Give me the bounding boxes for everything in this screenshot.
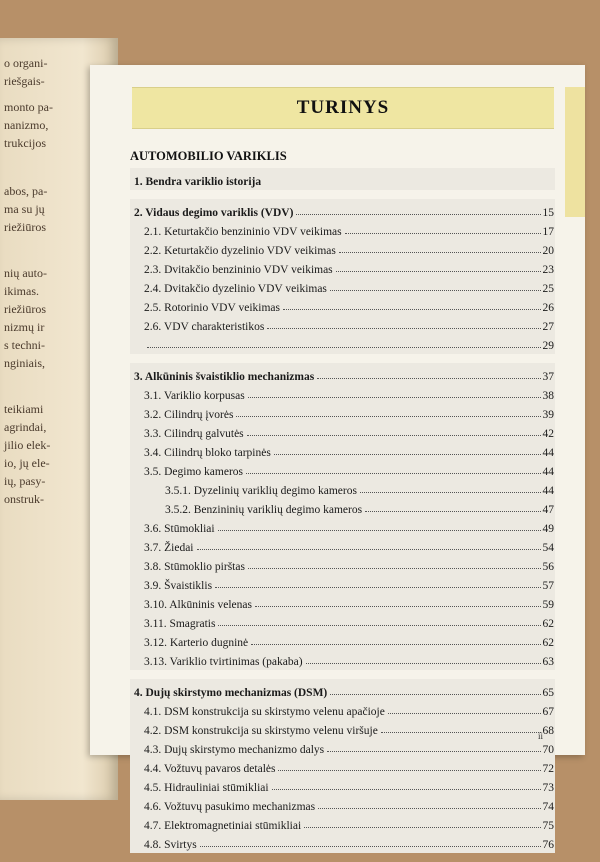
page-number: ii — [537, 731, 543, 741]
left-text: onstruk- — [4, 492, 44, 506]
dot-leader — [327, 751, 540, 752]
dot-leader — [330, 694, 540, 695]
toc-entry-label: 1. Bendra variklio istorija — [134, 176, 262, 188]
toc-entry — [130, 276, 555, 295]
toc-entry-label: 3.7. Žiedai — [144, 542, 194, 554]
dot-leader — [330, 290, 541, 291]
toc-page-number: 70 — [542, 744, 554, 756]
dot-leader — [215, 587, 540, 588]
dot-leader — [306, 663, 541, 664]
toc-entry-label: 3.2. Cilindrų įvorės — [144, 409, 234, 421]
toc-section-3 — [130, 363, 555, 670]
toc-entry-label: 3.8. Stūmoklio pirštas — [144, 561, 245, 573]
toc-entry — [130, 680, 555, 699]
toc-entry — [130, 592, 555, 611]
dot-leader — [248, 397, 541, 398]
toc-entry-label: 3.13. Variklio tvirtinimas (pakaba) — [144, 656, 303, 668]
page-title: TURINYS — [296, 97, 390, 118]
toc-page-number: 75 — [542, 820, 554, 832]
toc-entry — [130, 257, 555, 276]
left-text: nių auto- — [4, 266, 47, 280]
toc-page-number: 25 — [542, 283, 554, 295]
toc-entry — [130, 756, 555, 775]
toc-entry — [130, 649, 555, 668]
toc-entry-label: 3. Alkūninis švaistiklio mechanizmas — [134, 371, 315, 383]
toc-page-number: 62 — [542, 637, 554, 649]
dot-leader — [360, 492, 541, 493]
toc-page — [90, 65, 585, 851]
toc-entry — [130, 295, 555, 314]
chapter-tab — [565, 87, 585, 217]
toc-page-number: 63 — [542, 656, 554, 668]
left-text: o organi- — [4, 56, 48, 70]
toc-entry — [130, 459, 555, 478]
toc-entry — [130, 630, 555, 649]
left-text: abos, pa- — [4, 184, 48, 198]
toc-entry-label: 3.12. Karterio dugninė — [144, 637, 249, 649]
toc-page-number: 39 — [542, 409, 554, 421]
toc-entry-label: 4.3. Dujų skirstymo mechanizmo dalys — [144, 744, 325, 756]
section-heading: AUTOMOBILIO VARIKLIS — [130, 149, 287, 163]
toc-section-4 — [130, 679, 555, 853]
dot-leader — [278, 770, 540, 771]
toc-page-number: 42 — [542, 428, 554, 440]
dot-leader — [388, 713, 541, 714]
dot-leader — [251, 644, 540, 645]
toc-entry-label: 2. Vidaus degimo variklis (VDV) — [134, 207, 294, 219]
left-text: riežiūros — [4, 302, 46, 316]
toc-entry — [130, 699, 555, 718]
toc-entry — [130, 535, 555, 554]
toc-entry — [130, 611, 555, 630]
toc-entry — [130, 383, 555, 402]
toc-page-number: 44 — [542, 485, 554, 497]
dot-leader — [147, 347, 541, 348]
toc-entry-label: 4.7. Elektromagnetiniai stūmikliai — [144, 820, 302, 832]
toc-entry — [130, 440, 555, 459]
dot-leader — [197, 549, 541, 550]
toc-page-number: 73 — [542, 782, 554, 794]
toc-entry — [130, 238, 555, 257]
left-text: s techni- — [4, 338, 45, 352]
toc-entry — [130, 200, 555, 219]
dot-leader — [236, 416, 540, 417]
toc-entry-label: 4.6. Vožtuvų pasukimo mechanizmas — [144, 801, 316, 813]
toc-entry-label: 2.4. Dvitakčio dyzelinio VDV veikimas — [144, 283, 327, 295]
toc-page-number: 74 — [542, 801, 554, 813]
dot-leader — [318, 808, 540, 809]
toc-entry-label: 4. Dujų skirstymo mechanizmas (DSM) — [134, 687, 328, 699]
toc-entry-label: 3.5. Degimo kameros — [144, 466, 244, 478]
toc-entry — [130, 314, 555, 333]
toc-page-number: 26 — [542, 302, 554, 314]
left-text: nanizmo, — [4, 118, 49, 132]
toc-entry — [130, 219, 555, 238]
toc-entry-label: 4.5. Hidrauliniai stūmikliai — [144, 782, 269, 794]
toc-entry-label: 2.6. VDV charakteristikos — [144, 321, 265, 333]
toc-entry-label: 4.4. Vožtuvų pavaros detalės — [144, 763, 276, 775]
left-text: io, jų ele- — [4, 456, 50, 470]
toc-entry-label: 2.5. Rotorinio VDV veikimas — [144, 302, 280, 314]
toc-entry — [130, 478, 555, 497]
dot-leader — [274, 454, 541, 455]
toc-entry — [130, 402, 555, 421]
toc-page-number: 59 — [542, 599, 554, 611]
toc-page-number: 44 — [542, 466, 554, 478]
toc-entry-label: 3.5.2. Benzininių variklių degimo kameros — [165, 504, 363, 516]
toc-entry — [130, 718, 555, 737]
toc-page-number: 72 — [542, 763, 554, 775]
toc-entry — [130, 497, 555, 516]
toc-entry-label: 4.1. DSM konstrukcija su skirstymo velenu apačioje — [144, 706, 385, 718]
toc-entry — [130, 573, 555, 592]
dot-leader — [272, 789, 541, 790]
toc-page-number: 38 — [542, 390, 554, 402]
left-text: nginiais, — [4, 356, 45, 370]
toc-entry — [130, 554, 555, 573]
toc-section-1 — [130, 168, 555, 190]
dot-leader — [248, 568, 541, 569]
dot-leader — [317, 378, 540, 379]
toc-entry-label: 2.2. Keturtakčio dyzelinio VDV veikimas — [144, 245, 336, 257]
dot-leader — [267, 328, 540, 329]
toc-entry — [130, 737, 555, 756]
left-text: riešgais- — [4, 74, 45, 88]
toc-page-number: 15 — [542, 207, 554, 219]
toc-entry — [130, 775, 555, 794]
dot-leader — [336, 271, 541, 272]
toc-entry — [130, 794, 555, 813]
toc-entry-label: 3.6. Stūmokliai — [144, 523, 215, 535]
toc-page-number: 44 — [542, 447, 554, 459]
toc-entry-label: 3.4. Cilindrų bloko tarpinės — [144, 447, 271, 459]
toc-page-number: 17 — [542, 226, 554, 238]
toc-page-number: 27 — [542, 321, 554, 333]
left-text: trukcijos — [4, 136, 46, 150]
toc-entry-label: 3.11. Smagratis — [144, 618, 216, 630]
dot-leader — [339, 252, 541, 253]
toc-entry — [130, 333, 555, 352]
toc-entry — [130, 813, 555, 832]
toc-page-number: 76 — [542, 839, 554, 851]
dot-leader — [304, 827, 540, 828]
toc-page-number: 37 — [542, 371, 554, 383]
dot-leader — [200, 846, 541, 847]
dot-leader — [218, 530, 541, 531]
toc-entry — [130, 832, 555, 851]
left-text: riežiūros — [4, 220, 46, 234]
toc-page-number: 56 — [542, 561, 554, 573]
dot-leader — [365, 511, 540, 512]
toc-page-number: 54 — [542, 542, 554, 554]
toc-page-number: 68 — [542, 725, 554, 737]
toc-entry — [130, 169, 555, 188]
toc-page-number: 47 — [542, 504, 554, 516]
left-text: nizmų ir — [4, 320, 45, 334]
dot-leader — [381, 732, 541, 733]
toc-entry-label: 4.8. Svirtys — [144, 839, 197, 851]
toc-entry-label: 3.5.1. Dyzelinių variklių degimo kameros — [165, 485, 357, 497]
left-text: agrindai, — [4, 420, 47, 434]
left-text: ikimas. — [4, 284, 39, 298]
toc-entry — [130, 516, 555, 535]
toc-page-number: 20 — [542, 245, 554, 257]
toc-page-number: 62 — [542, 618, 554, 630]
dot-leader — [246, 473, 540, 474]
toc-entry-label: 3.1. Variklio korpusas — [144, 390, 245, 402]
table-of-contents — [130, 168, 555, 862]
toc-entry-label: 2.1. Keturtakčio benzininio VDV veikimas — [144, 226, 342, 238]
toc-page-number: 23 — [542, 264, 554, 276]
toc-entry — [130, 421, 555, 440]
toc-entry-label: 3.10. Alkūninis velenas — [144, 599, 252, 611]
dot-leader — [255, 606, 541, 607]
dot-leader — [218, 625, 540, 626]
toc-entry-label: 2.3. Dvitakčio benzininio VDV veikimas — [144, 264, 333, 276]
left-text: ių, pasy- — [4, 474, 46, 488]
title-banner — [132, 87, 554, 129]
toc-entry — [130, 364, 555, 383]
dot-leader — [296, 214, 540, 215]
left-text: ma su jų — [4, 202, 45, 216]
toc-entry-label: 4.2. DSM konstrukcija su skirstymo velenu viršuje — [144, 725, 378, 737]
toc-page-number: 57 — [542, 580, 554, 592]
toc-page-number: 29 — [542, 340, 554, 352]
toc-section-2 — [130, 199, 555, 354]
toc-entry-label: 3.9. Švaistiklis — [144, 580, 213, 592]
left-text: jilio elek- — [4, 438, 51, 452]
left-text: teikiami — [4, 402, 44, 416]
toc-entry-label: 3.3. Cilindrų galvutės — [144, 428, 244, 440]
dot-leader — [345, 233, 541, 234]
toc-page-number: 65 — [542, 687, 554, 699]
toc-page-number: 67 — [542, 706, 554, 718]
dot-leader — [247, 435, 541, 436]
dot-leader — [283, 309, 541, 310]
left-text: monto pa- — [4, 100, 53, 114]
toc-page-number: 49 — [542, 523, 554, 535]
